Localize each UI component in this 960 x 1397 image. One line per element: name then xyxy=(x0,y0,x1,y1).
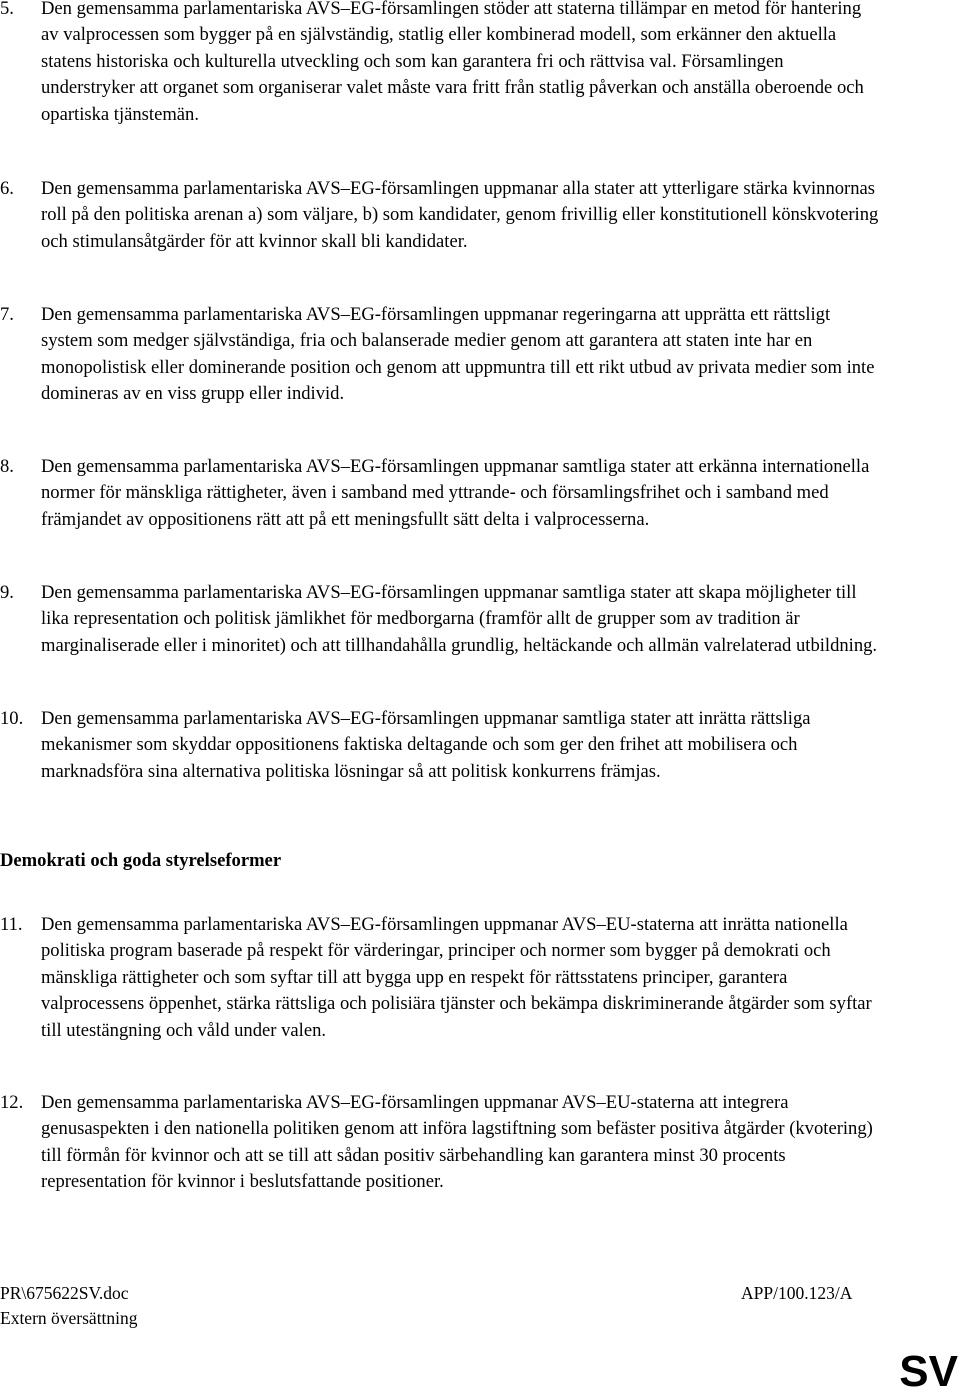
paragraph-7 xyxy=(0,302,880,408)
paragraph-number: 5. xyxy=(0,0,14,19)
paragraph-12 xyxy=(0,1090,880,1196)
paragraph-number: 7. xyxy=(0,304,14,325)
paragraph-9 xyxy=(0,580,880,659)
paragraph-text: Den gemensamma parlamentariska AVS–EG-församlingen uppmanar AVS–EU-staterna att integrera genusaspekten i den nationella politiken genom att införa lagstiftning som befäster positiva åtgärder (kvotering) till förmån för kvinnor och att se till att sådan positiv särbehandling kan garantera minst 30 procents representation för kvinnor i beslutsfattande positioner. xyxy=(41,1092,873,1193)
paragraph-number: 8. xyxy=(0,456,14,477)
section-heading: Demokrati och goda styrelseformer xyxy=(0,850,282,871)
paragraph-10 xyxy=(0,706,880,785)
paragraph-8 xyxy=(0,454,880,533)
paragraph-number: 12. xyxy=(0,1092,24,1113)
paragraph-text: Den gemensamma parlamentariska AVS–EG-församlingen uppmanar samtliga stater att erkänna internationella normer för mänskliga rättigheter, även i samband med yttrande- och församlingsfrihet och i samband med främjandet av oppositionens rätt att på ett meningsfullt sätt delta i valprocesserna. xyxy=(41,456,870,530)
paragraph-6 xyxy=(0,176,880,255)
language-code: SV xyxy=(899,1347,958,1396)
paragraph-text: Den gemensamma parlamentariska AVS–EG-församlingen uppmanar regeringarna att upprätta ett rättsligt system som medger självständiga, fria och balanserade medier genom att garantera att staten inte har en monopolistisk eller dominerande position och genom att uppmuntra till ett rikt utbud av privata medier som inte domineras av en viss grupp eller individ. xyxy=(41,304,875,405)
paragraph-number: 6. xyxy=(0,178,14,199)
paragraph-text: Den gemensamma parlamentariska AVS–EG-församlingen uppmanar samtliga stater att skapa möjligheter till lika representation och politisk jämlikhet för medborgarna (framför allt de grupper som av tradition är marginaliserade eller i minoritet) och att tillhandahålla grundlig, heltäckande och allmän valrelaterad utbildning. xyxy=(41,582,878,656)
paragraph-number: 10. xyxy=(0,708,24,729)
footer-app-ref: APP/100.123/A xyxy=(741,1283,853,1303)
paragraph-number: 9. xyxy=(0,582,14,603)
paragraph-text: Den gemensamma parlamentariska AVS–EG-församlingen uppmanar alla stater att ytterligare stärka kvinnornas roll på den politiska arenan a) som väljare, b) som kandidater, genom frivillig eller konstitutionell könskvotering och stimulansåtgärder för att kvinnor skall bli kandidater. xyxy=(41,178,879,252)
paragraph-text: Den gemensamma parlamentariska AVS–EG-församlingen stöder att staterna tillämpar en metod för hantering av valprocessen som bygger på en självständig, statlig eller kombinerad modell, som erkänner den aktuella statens historiska och kulturella utveckling och som kan garantera fri och rättvisa val. Församlingen understryker att organet som organiserar valet måste vara fritt från statlig påverkan och anställa oberoende och opartiska tjänstemän. xyxy=(41,0,864,125)
footer-translation-note: Extern översättning xyxy=(0,1308,138,1328)
footer-doc-ref: PR\675622SV.doc xyxy=(0,1283,129,1303)
paragraph-text: Den gemensamma parlamentariska AVS–EG-församlingen uppmanar samtliga stater att inrätta rättsliga mekanismer som skyddar oppositionens faktiska deltagande och som ger den frihet att mobilisera och marknadsföra sina alternativa politiska lösningar så att politisk konkurrens främjas. xyxy=(41,708,811,782)
paragraph-5 xyxy=(0,0,880,128)
paragraph-number: 11. xyxy=(0,914,23,935)
paragraph-11 xyxy=(0,912,880,1044)
paragraph-text: Den gemensamma parlamentariska AVS–EG-församlingen uppmanar AVS–EU-staterna att inrätta nationella politiska program baserade på respekt för värderingar, principer och normer som bygger på demokrati och mänskliga rättigheter och som syftar till att bygga upp en respekt för rättsstatens principer, garantera valprocessens öppenhet, stärka rättsliga och polisiära tjänster och bekämpa diskriminerande åtgärder som syftar till utestängning och våld under valen. xyxy=(41,914,872,1041)
